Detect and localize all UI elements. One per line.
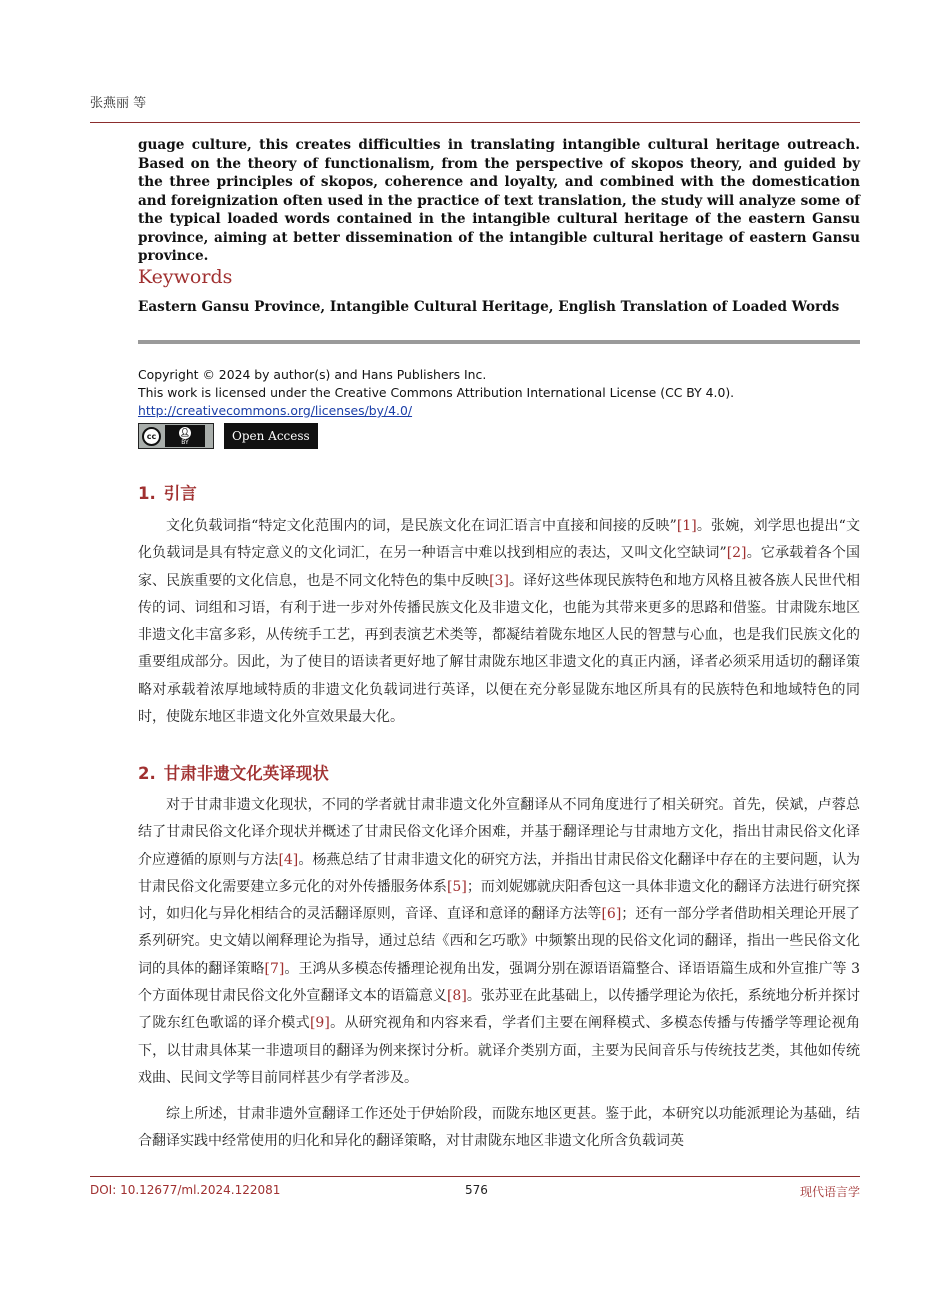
section-divider	[138, 340, 860, 344]
open-access-badge: Open Access	[224, 423, 318, 449]
section-heading-introduction	[138, 480, 197, 504]
paragraph-text: 。它承载着各个国家、民族重要的文化信息，也是不同文化特色的集中反映	[138, 545, 861, 589]
citation-link[interactable]: [3]	[489, 572, 509, 589]
copyright-line: Copyright © 2024 by author(s) and Hans Publishers Inc.	[138, 367, 487, 382]
by-label: BY	[181, 438, 189, 446]
paragraph-text: 。王鸿从多模态传播理论视角出发，强调分别在源语语篇整合、译语语篇生成和外宣推广等 3 个方面体现甘肃民俗文化外宣翻译文本的语篇意义	[138, 960, 861, 1005]
paragraph-text: 。从研究视角和内容来看，学者们主要在阐释模式、多模态传播与传播学等理论视角下，以甘肃具体某一非遗项目的翻译为例来探讨分析。就译介类别方面，主要为民间音乐与传统技艺类，其他如传统戏曲、民间文学等目前同样甚少有学者涉及。	[138, 1015, 861, 1086]
license-link[interactable]: http://creativecommons.org/licenses/by/4.0/	[138, 403, 413, 418]
keywords-heading: Keywords	[138, 266, 233, 288]
citation-link[interactable]: [7]	[264, 960, 285, 977]
citation-link[interactable]: [2]	[726, 545, 747, 562]
journal-name: 现代语言学	[799, 1185, 860, 1199]
person-icon: 👤︎	[179, 428, 191, 437]
cc-by-badge[interactable]	[138, 423, 214, 449]
header-divider	[90, 122, 860, 123]
license-badges	[138, 423, 318, 449]
paragraph-text: 。张婉，刘学思也提出“文化负载词是具有特定意义的文化词汇，在另一种语言中难以找到相应的表达，又叫文化空缺词”	[138, 518, 860, 562]
section-title: 引言	[163, 484, 197, 503]
citation-link[interactable]: [1]	[676, 518, 697, 534]
keywords-list: Eastern Gansu Province, Intangible Cultural Heritage, English Translation of Loaded Words	[138, 299, 840, 315]
by-attribution-icon	[165, 425, 205, 447]
section-number: 2.	[138, 764, 156, 783]
page-number: 576	[465, 1183, 488, 1197]
paragraph-text: 。译好这些体现民族特色和地方风格且被各族人民世代相传的词、词组和习语，有利于进一步对外传播民族文化及非遗文化，也能为其带来更多的思路和借鉴。甘肃陇东地区非遗文化丰富多彩，从传统手工艺，再到表演艺术类等，都凝结着陇东地区人民的智慧与心血，也是我们民族文化的重要组成部分。因此，为了使目的语读者更好地了解甘肃陇东地区非遗文化的真正内涵，译者必须采用适切的翻译策略对承载着浓厚地域特质的非遗文化负载词进行英译，以便在充分彰显陇东地区所具有的民族特色和地域特色的同时，使陇东地区非遗文化外宣效果最大化。	[138, 572, 860, 726]
citation-link[interactable]: [4]	[278, 851, 299, 868]
paragraph-text: 。张苏亚在此基础上，以传播学理论为依托，系统地分析并探讨了陇东红色歌谣的译介模式	[138, 988, 861, 1032]
abstract-text: guage culture, this creates difficulties in translating intangible cultural heritage outreach. Based on the theory of functionalism, from the perspective of skopos theory, and guided by the three principles of skopos, coherence and loyalty, and combined with the domestication and foreignization often used in the practice of text translation, the study will analyze some of the typical loaded words contained in the intangible cultural heritage of the eastern Gansu province, aiming at better dissemination of the intangible cultural heritage of eastern Gansu province.	[138, 137, 860, 264]
license-block	[138, 366, 734, 420]
section-number: 1.	[138, 484, 156, 503]
paragraph-text: 。杨燕总结了甘肃非遗文化的研究方法，并指出甘肃民俗文化翻译中存在的主要问题，认为甘肃民俗文化需要建立多元化的对外传播服务体系	[138, 851, 861, 895]
citation-link[interactable]: [8]	[446, 988, 467, 1005]
body-paragraph	[138, 513, 860, 731]
footer-divider	[90, 1176, 860, 1177]
citation-link[interactable]: [6]	[601, 906, 622, 923]
paragraph-text: 对于甘肃非遗文化现状，不同的学者就甘肃非遗文化外宣翻译从不同角度进行了相关研究。首先，侯斌，卢蓉总结了甘肃民俗文化译介现状并概述了甘肃民俗文化译介困难，并基于翻译理论与甘肃地方文化，指出甘肃民俗文化译介应遵循的原则与方法	[138, 797, 860, 868]
cc-icon: cc	[142, 427, 161, 446]
running-header-author: 张燕丽 等	[90, 96, 147, 111]
paragraph-text: ；还有一部分学者借助相关理论开展了系列研究。史文婧以阐释理论为指导，通过总结《西和乞巧歌》中频繁出现的民俗文化词的翻译，指出一些民俗文化词的具体的翻译策略	[138, 906, 861, 977]
section-heading-status	[138, 760, 329, 784]
paragraph-text: ；而刘妮娜就庆阳香包这一具体非遗文化的翻译方法进行研究探讨，如归化与异化相结合的灵活翻译原则，音译、直译和意译的翻译方法等	[138, 878, 860, 923]
section-title: 甘肃非遗文化英译现状	[163, 764, 329, 783]
citation-link[interactable]: [9]	[309, 1015, 330, 1032]
citation-link[interactable]: [5]	[446, 878, 467, 895]
body-paragraph	[138, 792, 860, 1092]
paragraph-text: 综上所述，甘肃非遗外宣翻译工作还处于伊始阶段，而陇东地区更甚。鉴于此，本研究以功能派理论为基础，结合翻译实践中经常使用的归化和异化的翻译策略，对甘肃陇东地区非遗文化所含负载词英	[138, 1106, 860, 1150]
footer-doi: DOI: 10.12677/ml.2024.122081	[90, 1183, 281, 1197]
body-paragraph	[138, 1101, 860, 1156]
license-line: This work is licensed under the Creative Commons Attribution International License (CC BY 4.0).	[138, 385, 735, 400]
paragraph-text: 文化负载词指“特定文化范围内的词，是民族文化在词汇语言中直接和间接的反映”	[166, 518, 677, 534]
